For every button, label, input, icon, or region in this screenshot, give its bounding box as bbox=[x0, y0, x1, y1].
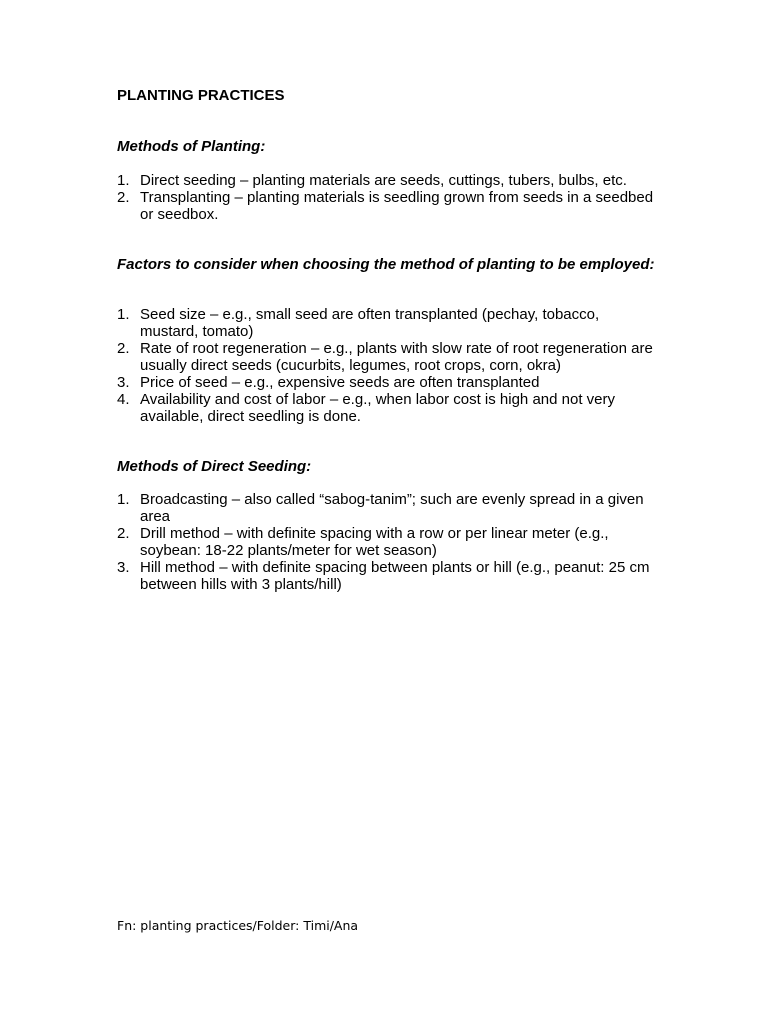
list-item-number: 2. bbox=[117, 525, 130, 542]
list-item bbox=[117, 491, 657, 525]
list-item-text: Drill method – with definite spacing with a row or per linear meter (e.g., soybean: 18-22 plants/meter for wet season) bbox=[140, 525, 609, 559]
section-heading-methods-of-direct-seeding: Methods of Direct Seeding: bbox=[117, 458, 312, 475]
list-item-text: Broadcasting – also called “sabog-tanim”; such are evenly spread in a given area bbox=[140, 491, 644, 525]
list-item-number: 1. bbox=[117, 306, 130, 323]
list-item-text: Rate of root regeneration – e.g., plants with slow rate of root regeneration are usually direct seeds (cucurbits, legumes, root crops, corn, okra) bbox=[140, 340, 653, 374]
section-heading-factors: Factors to consider when choosing the method of planting to be employed: bbox=[117, 256, 655, 273]
list-item-number: 3. bbox=[117, 374, 130, 391]
list-item-number: 1. bbox=[117, 172, 130, 189]
list-item bbox=[117, 525, 657, 559]
list-item bbox=[117, 559, 657, 593]
list-item-number: 2. bbox=[117, 340, 130, 357]
list-item-text: Transplanting – planting materials is seedling grown from seeds in a seedbed or seedbox. bbox=[140, 189, 654, 223]
list-item bbox=[117, 189, 657, 223]
list-item bbox=[117, 374, 657, 391]
list-item bbox=[117, 391, 657, 425]
list-item-text: Seed size – e.g., small seed are often transplanted (pechay, tobacco, mustard, tomato) bbox=[140, 306, 600, 340]
document-title: PLANTING PRACTICES bbox=[117, 87, 285, 104]
list-item bbox=[117, 340, 657, 374]
list-item-number: 4. bbox=[117, 391, 130, 408]
document-footer: Fn: planting practices/Folder: Timi/Ana bbox=[117, 918, 359, 933]
list-item bbox=[117, 306, 657, 340]
list-item-text: Direct seeding – planting materials are seeds, cuttings, tubers, bulbs, etc. bbox=[140, 172, 627, 189]
list-item-text: Price of seed – e.g., expensive seeds are often transplanted bbox=[140, 374, 540, 391]
list-item-text: Hill method – with definite spacing between plants or hill (e.g., peanut: 25 cm between hills with 3 plants/hill) bbox=[140, 559, 650, 593]
list-item-number: 3. bbox=[117, 559, 130, 576]
list-item-text: Availability and cost of labor – e.g., when labor cost is high and not very available, direct seedling is done. bbox=[140, 391, 615, 425]
section-heading-methods-of-planting: Methods of Planting: bbox=[117, 138, 266, 155]
methods-of-planting-list bbox=[117, 172, 657, 223]
factors-list bbox=[117, 306, 657, 425]
list-item bbox=[117, 172, 657, 189]
list-item-number: 2. bbox=[117, 189, 130, 206]
methods-of-direct-seeding-list bbox=[117, 491, 657, 593]
list-item-number: 1. bbox=[117, 491, 130, 508]
